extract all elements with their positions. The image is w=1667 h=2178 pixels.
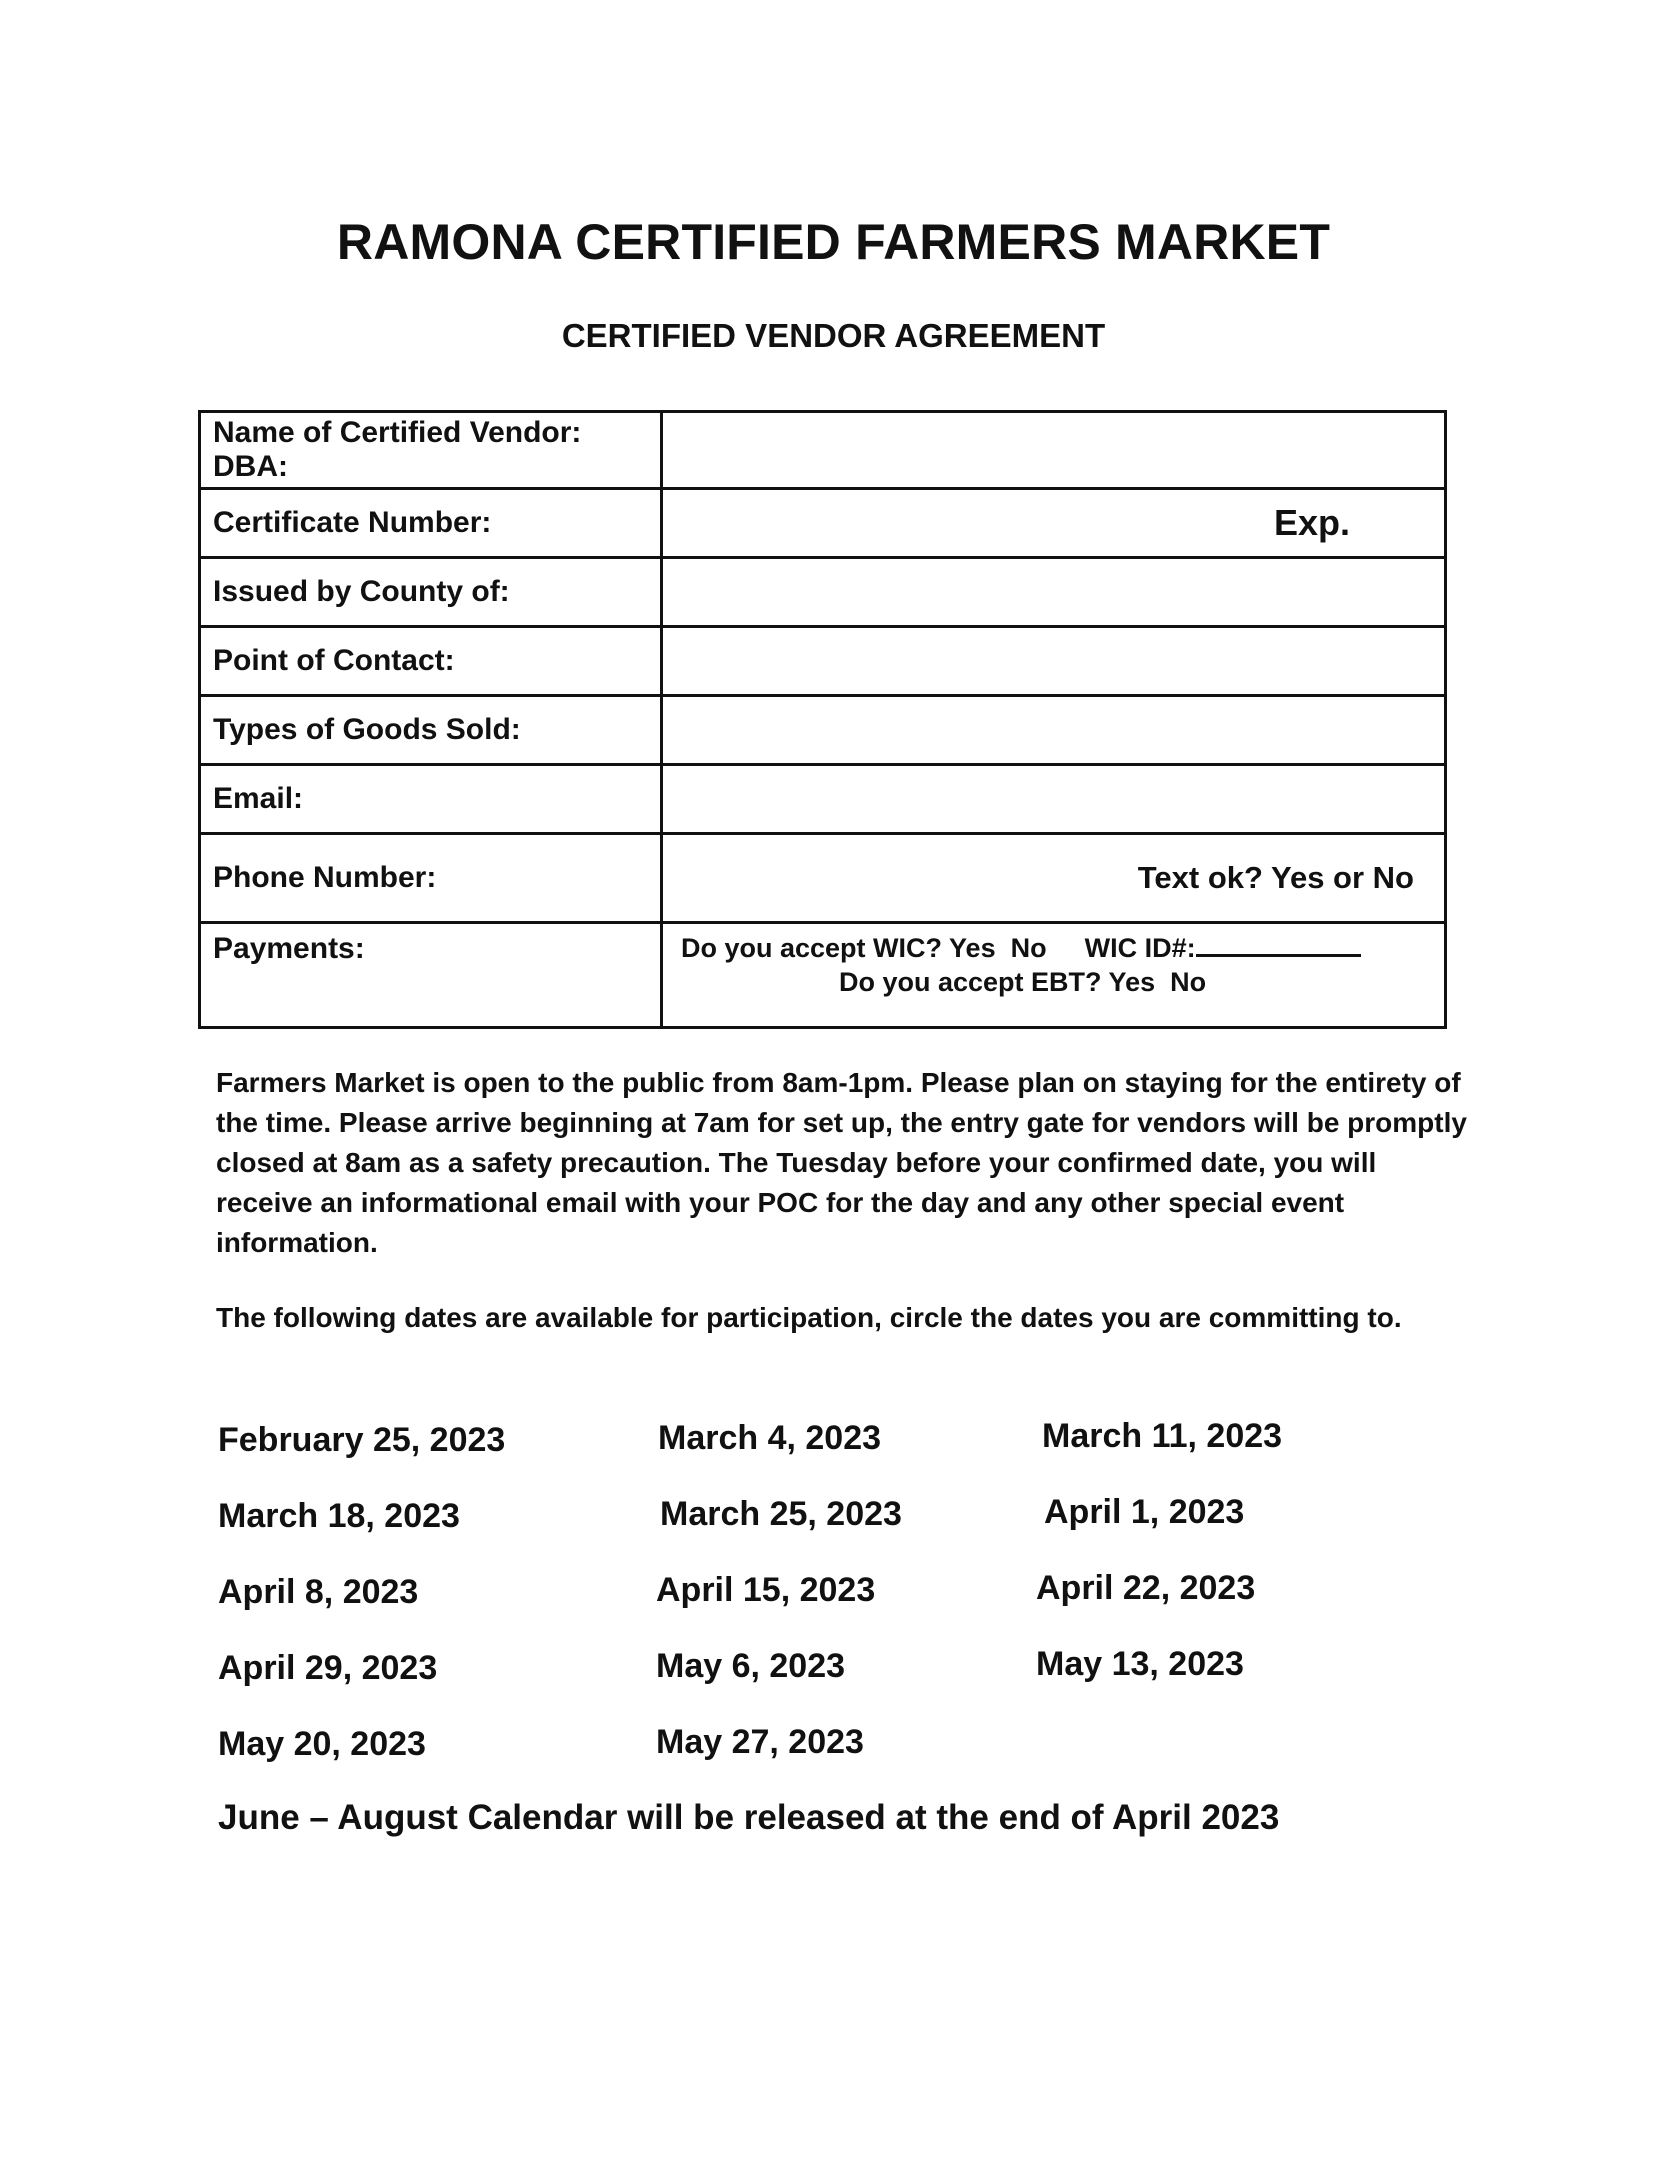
- date-option[interactable]: May 13, 2023: [1036, 1645, 1244, 1683]
- goods-field[interactable]: [662, 696, 1446, 765]
- text-ok-label: Text ok? Yes or No: [1137, 860, 1414, 895]
- ebt-question: Do you accept EBT? Yes No: [839, 967, 1207, 997]
- date-option[interactable]: April 29, 2023: [218, 1649, 438, 1687]
- date-option[interactable]: April 15, 2023: [656, 1571, 876, 1609]
- vendor-name-label-cell: [200, 412, 662, 489]
- date-option[interactable]: April 22, 2023: [1036, 1569, 1256, 1607]
- certificate-label: Certificate Number:: [200, 489, 662, 558]
- date-option[interactable]: May 20, 2023: [218, 1725, 426, 1763]
- wic-id-label: WIC ID#:: [1084, 933, 1196, 963]
- document-subtitle: CERTIFIED VENDOR AGREEMENT: [561, 317, 1106, 354]
- date-option[interactable]: March 4, 2023: [658, 1419, 882, 1457]
- wic-line: [663, 930, 1444, 965]
- goods-label: Types of Goods Sold:: [200, 696, 662, 765]
- calendar-release-note: June – August Calendar will be released at the end of April 2023: [218, 1798, 1280, 1837]
- certificate-row: [200, 489, 1446, 558]
- exp-label: Exp.: [1273, 502, 1350, 543]
- hours-paragraph: Farmers Market is open to the public from 8am-1pm. Please plan on staying for the entirety of the time. Please arrive beginning at 7am for set up, the entry gate for vendors will be promptly closed at 8am as a safety precaution. The Tuesday before your confirmed date, you will receive an informational email with your POC for the day and any other special event information.: [216, 1067, 1467, 1258]
- county-row: [200, 558, 1446, 627]
- date-option[interactable]: February 25, 2023: [218, 1421, 506, 1459]
- contact-row: [200, 627, 1446, 696]
- phone-row: [200, 834, 1446, 923]
- certificate-field[interactable]: [662, 489, 1446, 558]
- wic-id-blank[interactable]: [1196, 930, 1361, 957]
- goods-row: [200, 696, 1446, 765]
- payments-field[interactable]: [662, 923, 1446, 1028]
- contact-label: Point of Contact:: [200, 627, 662, 696]
- date-option[interactable]: March 11, 2023: [1042, 1417, 1283, 1455]
- vendor-name-field[interactable]: [662, 412, 1446, 489]
- date-option[interactable]: April 1, 2023: [1044, 1493, 1245, 1531]
- document-title: RAMONA CERTIFIED FARMERS MARKET: [336, 214, 1331, 270]
- date-option[interactable]: April 8, 2023: [218, 1573, 419, 1611]
- dates-instruction-paragraph: The following dates are available for participation, circle the dates you are committing to.: [216, 1302, 1402, 1333]
- vendor-name-label: Name of Certified Vendor:: [213, 416, 582, 449]
- contact-field[interactable]: [662, 627, 1446, 696]
- date-option[interactable]: May 6, 2023: [656, 1647, 846, 1685]
- date-option[interactable]: May 27, 2023: [656, 1723, 864, 1761]
- county-field[interactable]: [662, 558, 1446, 627]
- dba-label: DBA:: [213, 450, 288, 483]
- email-label: Email:: [200, 765, 662, 834]
- phone-label: Phone Number:: [200, 834, 662, 923]
- email-field[interactable]: [662, 765, 1446, 834]
- vendor-form-table: [198, 410, 1447, 1029]
- vendor-name-row: [200, 412, 1446, 489]
- date-option[interactable]: March 18, 2023: [218, 1497, 460, 1535]
- wic-question: Do you accept WIC? Yes No: [681, 933, 1047, 963]
- phone-field[interactable]: [662, 834, 1446, 923]
- payments-row: [200, 923, 1446, 1028]
- county-label: Issued by County of:: [200, 558, 662, 627]
- payments-label: Payments:: [200, 923, 662, 1028]
- date-option[interactable]: March 25, 2023: [660, 1495, 902, 1533]
- email-row: [200, 765, 1446, 834]
